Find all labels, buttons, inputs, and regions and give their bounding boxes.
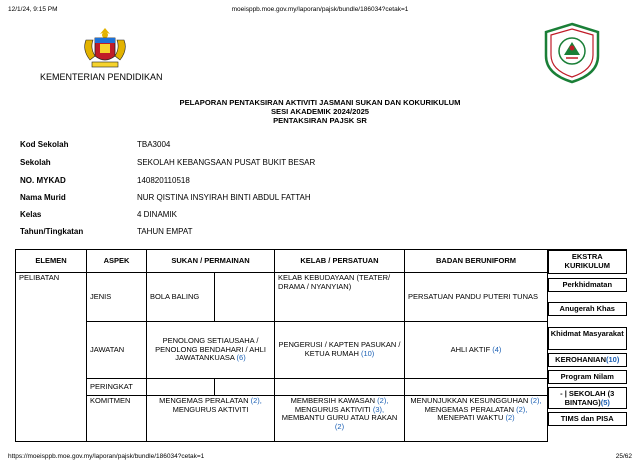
- cell-sukan-peringkat: [147, 379, 215, 396]
- kelab-komitmen-a-score: (2),: [377, 396, 389, 405]
- ekstra-kerohanian-score: (10): [606, 355, 620, 364]
- table-row-peringkat: [16, 379, 627, 396]
- badan-komitmen-a-score: (2),: [530, 396, 542, 405]
- cell-aspek-komitmen: KOMITMEN: [87, 396, 147, 442]
- print-footer: [8, 453, 632, 463]
- print-header: [8, 6, 632, 16]
- info-value: 4 DINAMIK: [137, 210, 178, 219]
- table-row-jenis: [16, 273, 627, 322]
- kelab-komitmen-a: MEMBERSIH KAWASAN: [290, 396, 376, 405]
- cell-aspek-jenis: JENIS: [87, 273, 147, 322]
- badan-komitmen-c: MENEPATI WAKTU: [437, 413, 504, 423]
- ekstra-sekolah-score: (5): [600, 397, 610, 407]
- cell-sukan-jawatan: [147, 322, 275, 379]
- report-session: SESI AKADEMIK 2024/2025: [270, 107, 370, 116]
- info-label: Nama Murid: [20, 193, 66, 202]
- kelab-jawatan-score: (10): [360, 349, 375, 358]
- ekstra-column: [548, 250, 627, 442]
- table-row-jawatan: [16, 322, 627, 379]
- badan-komitmen-a: MENUNJUKKAN KESUNGGUHAN: [410, 396, 529, 405]
- sukan-komitmen-a-score: (2),: [250, 396, 262, 405]
- cell-sukan-komitmen: [147, 396, 275, 442]
- ekstra-sekolah-label: - | SEKOLAH (3 BINTANG): [560, 389, 615, 407]
- sukan-komitmen-a: MENGEMAS PERALATAN: [159, 396, 249, 405]
- sukan-jawatan-score: (6): [236, 353, 246, 363]
- ekstra-kerohanian-label: KEROHANIAN: [555, 355, 606, 364]
- school-logo-icon: [543, 22, 601, 84]
- header-elemen: ELEMEN: [16, 250, 87, 273]
- ekstra-khidmat: Khidmat Masyarakat: [548, 327, 627, 350]
- ekstra-nilam: Program Nilam: [548, 370, 627, 384]
- cell-kelab-jenis: KELAB KEBUDAYAAN (TEATER/ DRAMA / NYANYIAN): [275, 273, 405, 322]
- ekstra-anugerah: Anugerah Khas: [548, 302, 627, 316]
- info-value: TBA3004: [137, 140, 171, 149]
- cell-badan-jenis: PERSATUAN PANDU PUTERI TUNAS: [405, 273, 548, 322]
- info-value: SEKOLAH KEBANGSAAN PUSAT BUKIT BESAR: [137, 158, 316, 167]
- cell-kelab-jawatan: [275, 322, 405, 379]
- info-value: NUR QISTINA INSYIRAH BINTI ABDUL FATTAH: [137, 193, 311, 202]
- badan-komitmen-c-score: (2): [505, 413, 515, 423]
- info-label: Kelas: [20, 210, 42, 219]
- report-subtitle: PENTAKSIRAN PAJSK SR: [273, 116, 367, 125]
- info-label: Sekolah: [20, 158, 51, 167]
- footer-url: https://moeisppb.moe.gov.my/laporan/pajsk/bundle/186034?cetak=1: [8, 453, 205, 460]
- info-value: 140820110518: [137, 176, 190, 185]
- cell-badan-komitmen: [405, 396, 548, 442]
- print-url: moeisppb.moe.gov.my/laporan/pajsk/bundle/186034?cetak=1: [231, 6, 409, 13]
- kelab-komitmen-c-score: (2): [334, 421, 345, 431]
- badan-komitmen-b-score: (2),: [516, 404, 528, 414]
- kelab-komitmen-b-score: (3),: [372, 404, 385, 414]
- ekstra-tims: TIMS dan PISA: [548, 412, 627, 426]
- cell-sukan-jenis-empty: [215, 273, 275, 322]
- badan-jawatan-text: AHLI AKTIF: [450, 344, 491, 354]
- cell-kelab-peringkat: [275, 379, 405, 396]
- cell-aspek-peringkat: PERINGKAT: [87, 379, 147, 396]
- badan-jawatan-score: (4): [492, 344, 502, 354]
- info-label: NO. MYKAD: [20, 176, 66, 185]
- header-sukan: SUKAN / PERMAINAN: [147, 250, 275, 273]
- kelab-komitmen-c: MEMBANTU GURU ATAU RAKAN: [281, 413, 398, 423]
- cell-badan-peringkat: [405, 379, 548, 396]
- sukan-komitmen-b: MENGURUS AKTIVITI: [172, 404, 249, 414]
- sukan-jawatan-text: PENOLONG SETIAUSAHA / PENOLONG BENDAHARI / AHLI JAWATANKUASA: [155, 336, 266, 363]
- cell-sukan-peringkat-2: [215, 379, 275, 396]
- header-kelab: KELAB / PERSATUAN: [275, 250, 405, 273]
- kelab-komitmen-b: MENGURUS AKTIVITI: [294, 404, 371, 414]
- header-aspek: ASPEK: [87, 250, 147, 273]
- header-badan: BADAN BERUNIFORM: [405, 250, 548, 273]
- report-title: PELAPORAN PENTAKSIRAN AKTIVITI JASMANI SUKAN DAN KOKURIKULUM: [179, 98, 461, 107]
- info-value: TAHUN EMPAT: [137, 227, 193, 236]
- cell-badan-jawatan: [405, 322, 548, 379]
- info-label: Kod Sekolah: [20, 140, 69, 149]
- print-datetime: 12/1/24, 9:15 PM: [8, 6, 58, 13]
- cell-elemen: PELIBATAN: [16, 273, 87, 442]
- page-number: 25/62: [615, 453, 632, 460]
- cell-kelab-komitmen: [275, 396, 405, 442]
- kelab-jawatan-text: PENGERUSI / KAPTEN PASUKAN / KETUA RUMAH: [278, 340, 401, 358]
- header-ekstra: EKSTRA KURIKULUM: [548, 250, 627, 274]
- table-header-row: [16, 250, 627, 273]
- ekstra-perkhidmatan: Perkhidmatan: [548, 278, 627, 292]
- ministry-name: KEMENTERIAN PENDIDIKAN: [40, 72, 163, 82]
- table-row-komitmen: [16, 396, 627, 442]
- pajsk-table: [15, 249, 627, 442]
- ekstra-kerohanian: [548, 353, 627, 367]
- malaysia-coat-of-arms-icon: [80, 26, 130, 70]
- ekstra-sekolah: [548, 387, 627, 409]
- cell-sukan-jenis: BOLA BALING: [147, 273, 215, 322]
- cell-aspek-jawatan: JAWATAN: [87, 322, 147, 379]
- badan-komitmen-b: MENGEMAS PERALATAN: [424, 404, 514, 414]
- info-label: Tahun/Tingkatan: [20, 227, 84, 236]
